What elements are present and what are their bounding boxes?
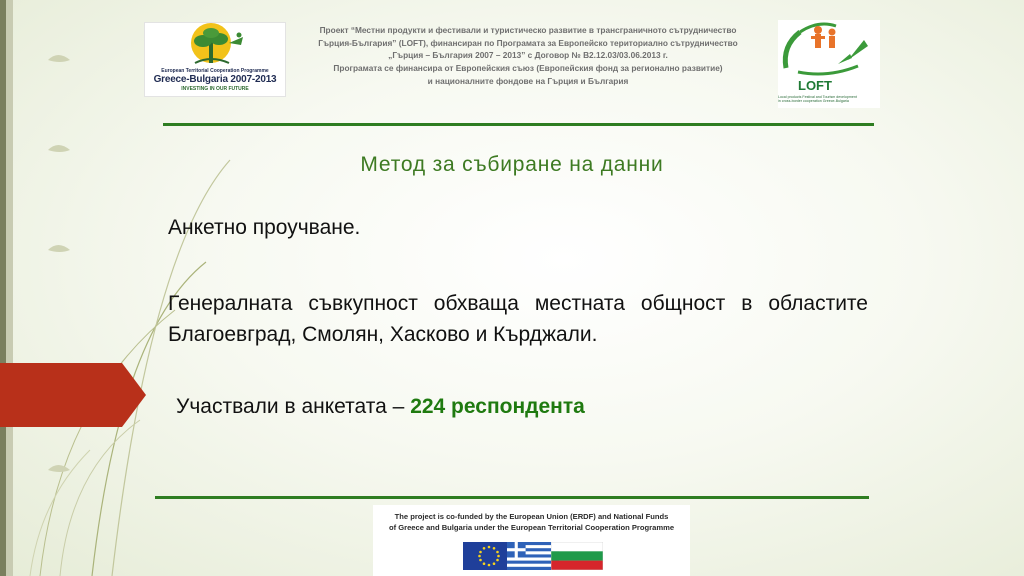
programme-logo-line1: European Territorial Cooperation Programme <box>161 68 269 74</box>
loft-caption-line: in cross-border cooperation Greece-Bulgaria <box>778 99 849 104</box>
loft-logo-name: LOFT <box>798 78 832 93</box>
loft-people-logo-icon <box>778 20 880 78</box>
header-line: Проект “Местни продукти и фестивали и туристическо развитие в трансграничното сътрудничество <box>319 25 737 35</box>
body-paragraph-1: Анкетно проучване. <box>168 216 361 239</box>
footer-line-1: The project is co-funded by the European Union (ERDF) and National Funds <box>394 512 669 521</box>
loft-logo <box>778 20 880 108</box>
header-line: и националните фондове на Гърция и България <box>427 75 629 86</box>
top-divider <box>163 123 874 126</box>
project-header <box>296 24 760 88</box>
bulgaria-flag-icon <box>551 542 603 570</box>
bottom-divider <box>155 496 869 499</box>
footer-line-2: of Greece and Bulgaria under the European Territorial Cooperation Programme <box>388 523 675 532</box>
slide-title: Метод за събиране на данни <box>360 153 664 176</box>
header-line: Програмата се финансира от Европейския съюз (Европейския фонд за регионално развитие) <box>333 63 723 74</box>
red-arrow-shape <box>0 363 150 427</box>
header-line: „Гърция – България 2007 – 2013” с Договор № B2.12.03/03.06.2013 г. <box>388 50 668 61</box>
programme-logo-line3: INVESTING IN OUR FUTURE <box>181 86 249 92</box>
programme-logo-line2: Greece-Bulgaria 2007-2013 <box>153 74 277 85</box>
loft-logo-caption <box>778 95 880 104</box>
body-paragraph-3 <box>176 395 585 419</box>
header-line: Гърция-България” (LOFT), финансиран по Програмата за Европейско териториално сътрудничество <box>318 37 738 48</box>
funding-footer <box>373 505 690 576</box>
tree-logo-icon <box>145 23 285 67</box>
loft-caption-line: Local products Festival and Tourism development <box>778 95 857 99</box>
body-paragraph-2: Генералната съвкупност обхваща местната общност в областите Благоевград, Смолян, Хасково и Кърджали. <box>168 292 868 346</box>
respondents-prefix: Участвали в анкетата – <box>176 395 411 418</box>
respondents-count: 224 респондента <box>410 395 585 418</box>
programme-logo <box>144 22 286 97</box>
